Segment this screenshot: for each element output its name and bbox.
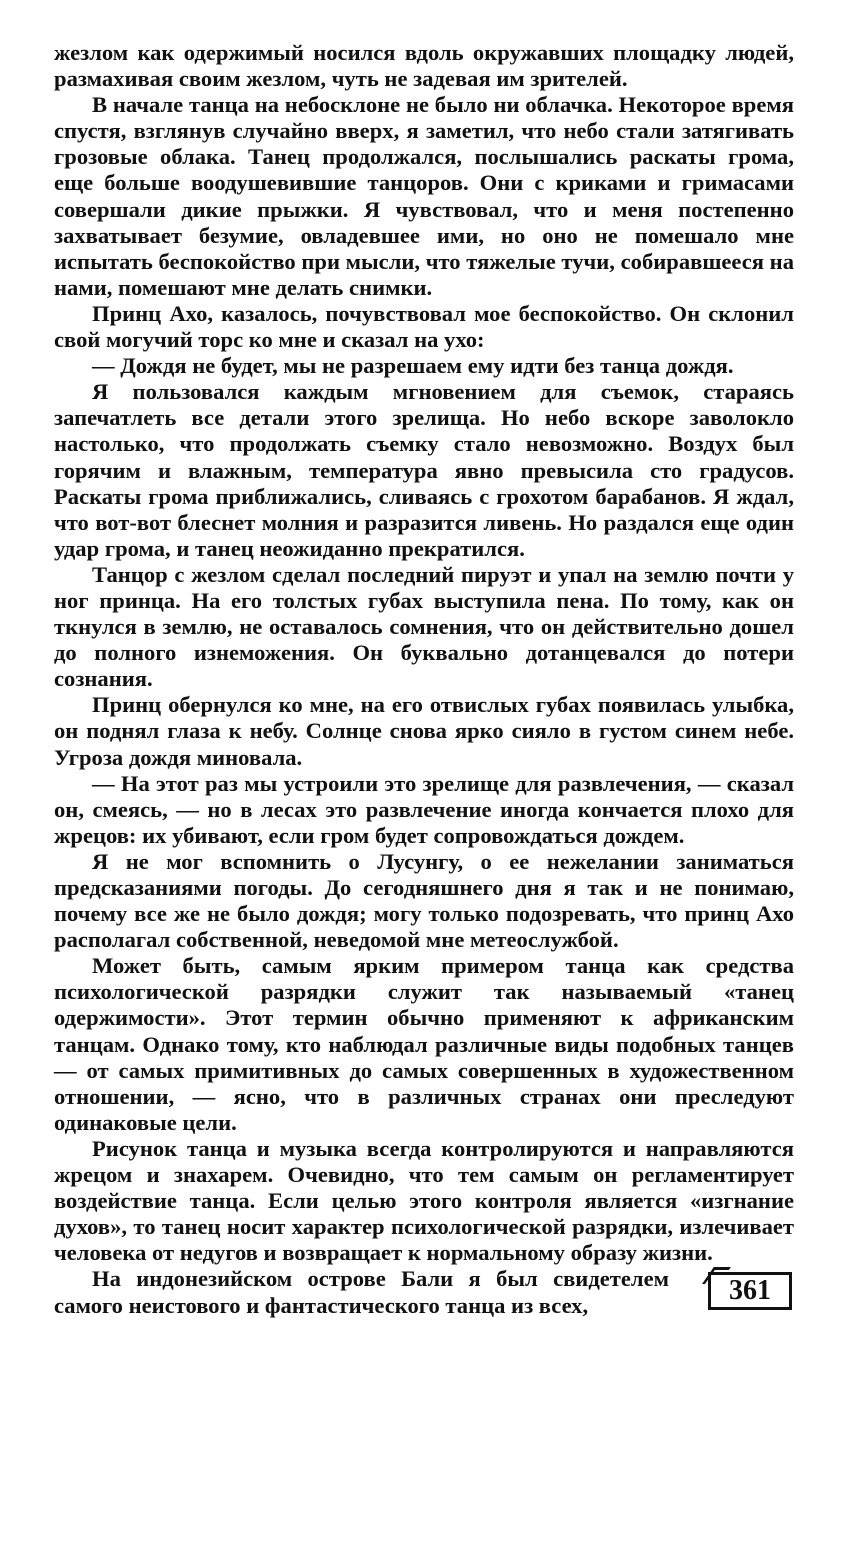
paragraph-11: Рисунок танца и музыка всегда контролируются и направляются жрецом и знахарем. Очевидно, что тем самым он регламентирует воздействие танца. Если целью этого контроля является «изгнание духов», то танец носит характер психологической разрядки, излечивает человека от недугов и возвращает к нормальному образу жизни. (54, 1135, 794, 1266)
paragraph-1: жезлом как одержимый носился вдоль окружавших площадку людей, размахивая своим жезлом, чуть не задевая им зрителей. (54, 40, 794, 92)
paragraph-6: Танцор с жезлом сделал последний пируэт и упал на землю почти у ног принца. На его толстых губах выступила пена. По тому, как он ткнулся в землю, не оставалось сомнения, что он действительно дошел до полного изнеможения. Он буквально дотанцевался до потери сознания. (54, 561, 794, 692)
paragraph-5: Я пользовался каждым мгновением для съемок, стараясь запечатлеть все детали этого зрелища. Но небо вскоре заволокло настолько, что продолжать съемку стало невозможно. Воздух был горячим и влажным, температура явно превысила сто градусов. Раскаты грома приближались, сливаясь с грохотом барабанов. Я ждал, что вот-вот блеснет молния и разразится ливень. Но раздался еще один удар грома, и танец неожиданно прекратился. (54, 379, 794, 561)
paragraph-12: На индонезийском острове Бали я был свидетелем самого неистового и фантастического танца из всех, (54, 1266, 669, 1318)
paragraph-4: — Дождя не будет, мы не разрешаем ему идти без танца дождя. (92, 353, 734, 379)
page-number: 361 (708, 1272, 792, 1310)
paragraph-8: — На этот раз мы устроили это зрелище для развлечения, — сказал он, смеясь, — но в лесах это развлечение иногда кончается плохо для жрецов: их убивают, если гром будет сопровождаться дождем. (54, 770, 794, 848)
page-text (54, 40, 794, 1319)
paragraph-9: Я не мог вспомнить о Лусунгу, о ее нежелании заниматься предсказаниями погоды. До сегодняшнего дня я так и не понимаю, почему все же не было дождя; могу только подозревать, что принц Ахо располагал собственной, неведомой мне метеослужбой. (54, 848, 794, 953)
paragraph-2: В начале танца на небосклоне не было ни облачка. Некоторое время спустя, взглянув случайно вверх, я заметил, что небо стали затягивать грозовые облака. Танец продолжался, послышались раскаты грома, еще больше воодушевившие танцоров. Они с криками и гримасами совершали дикие прыжки. Я чувствовал, что и меня постепенно захватывает безумие, овладевшее ими, но оно не помешало мне испытать беспокойство при мысли, что тяжелые тучи, собиравшееся на нами, помешают мне делать снимки. (54, 92, 794, 300)
paragraph-3: Принц Ахо, казалось, почувствовал мое беспокойство. Он склонил свой могучий торс ко мне и сказал на ухо: (54, 300, 794, 353)
paragraph-10: Может быть, самым ярким примером танца как средства психологической разрядки служит так называемый «танец одержимости». Этот термин обычно применяют к африканским танцам. Однако тому, кто наблюдал различные виды подобных танцев — от самых примитивных до самых совершенных в художественном отношении, — ясно, что в различных странах они преследуют одинаковые цели. (54, 953, 794, 1135)
paragraph-7: Принц обернулся ко мне, на его отвислых губах появилась улыбка, он поднял глаза к небу. Солнце снова ярко сияло в густом синем небе. Угроза дождя миновала. (54, 692, 794, 770)
last-paragraph-block (54, 1266, 794, 1318)
